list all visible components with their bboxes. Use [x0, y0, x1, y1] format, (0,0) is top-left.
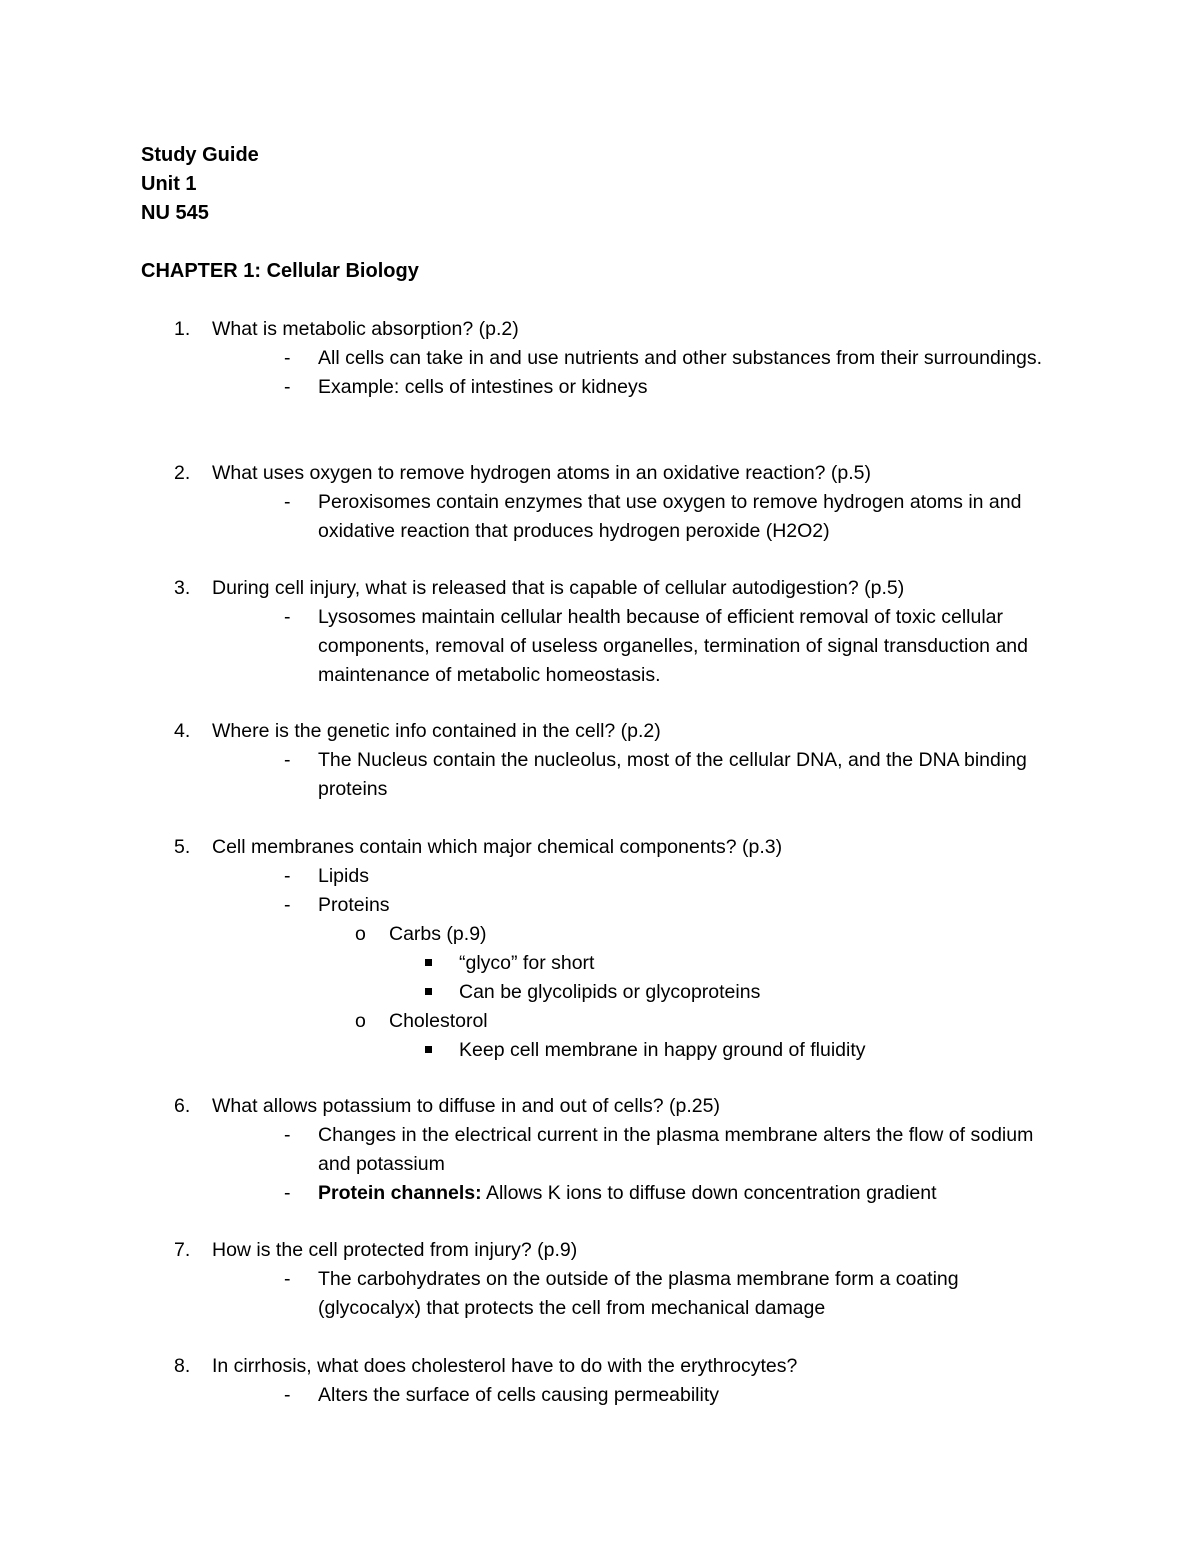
document-title: Study Guide — [141, 144, 259, 166]
answer-bold-term: Protein channels: — [318, 1182, 482, 1204]
question-number: 4. — [174, 720, 191, 742]
sub-sub-item-text: Keep cell membrane in happy ground of fluidity — [459, 1039, 866, 1061]
dash-bullet: - — [284, 491, 291, 513]
question-text: What uses oxygen to remove hydrogen atoms in an oxidative reaction? (p.5) — [212, 462, 872, 484]
answer-text: Proteins — [318, 894, 390, 916]
question-5 — [0, 833, 1200, 1065]
answer-item — [0, 603, 1200, 690]
unit-label: Unit 1 — [141, 173, 197, 195]
question-text: In cirrhosis, what does cholesterol have to do with the erythrocytes? — [212, 1355, 798, 1377]
question-7 — [0, 1236, 1200, 1323]
answer-item — [0, 1381, 1200, 1410]
circle-bullet: o — [355, 1010, 366, 1032]
question-3 — [0, 574, 1200, 690]
answer-rest: Allows K ions to diffuse down concentration gradient — [481, 1182, 937, 1204]
dash-bullet: - — [284, 894, 291, 916]
question-text: How is the cell protected from injury? (p.9) — [212, 1239, 578, 1261]
circle-bullet: o — [355, 923, 366, 945]
sub-sub-item-text: “glyco” for short — [459, 952, 595, 974]
sub-sub-item — [0, 978, 1200, 1007]
question-number: 1. — [174, 318, 191, 340]
answer-text: Lysosomes maintain cellular health because of efficient removal of toxic cellular components, removal of useless organelles, termination of signal transduction and maintenance of metabolic homeostasis. — [318, 606, 1028, 686]
question-text: Where is the genetic info contained in the cell? (p.2) — [212, 720, 661, 742]
answer-item — [0, 746, 1200, 804]
answer-item — [0, 488, 1200, 546]
question-text: Cell membranes contain which major chemical components? (p.3) — [212, 836, 783, 858]
answer-text: The Nucleus contain the nucleolus, most of the cellular DNA, and the DNA binding proteins — [318, 749, 1027, 800]
question-number: 5. — [174, 836, 191, 858]
square-bullet-icon — [425, 1046, 432, 1053]
answer-item — [0, 344, 1200, 373]
answer-text: Example: cells of intestines or kidneys — [318, 376, 648, 398]
sub-item — [0, 920, 1200, 949]
dash-bullet: - — [284, 1124, 291, 1146]
answer-item — [0, 891, 1200, 920]
answer-text: All cells can take in and use nutrients and other substances from their surroundings. — [318, 347, 1043, 369]
sub-sub-item — [0, 1036, 1200, 1065]
question-8 — [0, 1352, 1200, 1410]
dash-bullet: - — [284, 1182, 291, 1204]
answer-text: The carbohydrates on the outside of the plasma membrane form a coating (glycocalyx) that protects the cell from mechanical damage — [318, 1268, 959, 1319]
answer-item — [0, 373, 1200, 402]
question-2 — [0, 459, 1200, 546]
chapter-heading: CHAPTER 1: Cellular Biology — [141, 260, 419, 282]
question-text: During cell injury, what is released that is capable of cellular autodigestion? (p.5) — [212, 577, 905, 599]
dash-bullet: - — [284, 749, 291, 771]
square-bullet-icon — [425, 988, 432, 995]
question-number: 8. — [174, 1355, 191, 1377]
question-4 — [0, 717, 1200, 804]
answer-text — [318, 1179, 1058, 1208]
answer-text: Peroxisomes contain enzymes that use oxygen to remove hydrogen atoms in and oxidative reaction that produces hydrogen peroxide (H2O2) — [318, 491, 1022, 542]
question-text: What is metabolic absorption? (p.2) — [212, 318, 519, 340]
sub-item-text: Carbs (p.9) — [389, 923, 487, 945]
sub-item-text: Cholestorol — [389, 1010, 488, 1032]
course-code: NU 545 — [141, 202, 209, 224]
question-text: What allows potassium to diffuse in and out of cells? (p.25) — [212, 1095, 720, 1117]
dash-bullet: - — [284, 1268, 291, 1290]
dash-bullet: - — [284, 606, 291, 628]
answer-item — [0, 1121, 1200, 1179]
answer-item — [0, 862, 1200, 891]
question-number: 6. — [174, 1095, 191, 1117]
dash-bullet: - — [284, 1384, 291, 1406]
answer-text: Changes in the electrical current in the plasma membrane alters the flow of sodium and potassium — [318, 1124, 1034, 1175]
sub-item — [0, 1007, 1200, 1036]
answer-item — [0, 1265, 1200, 1323]
document-header — [141, 141, 259, 228]
question-number: 3. — [174, 577, 191, 599]
dash-bullet: - — [284, 347, 291, 369]
sub-sub-item-text: Can be glycolipids or glycoproteins — [459, 981, 761, 1003]
question-number: 7. — [174, 1239, 191, 1261]
square-bullet-icon — [425, 959, 432, 966]
sub-sub-item — [0, 949, 1200, 978]
answer-item — [0, 1179, 1200, 1208]
question-6 — [0, 1092, 1200, 1208]
dash-bullet: - — [284, 865, 291, 887]
answer-text: Lipids — [318, 865, 369, 887]
question-1 — [0, 315, 1200, 402]
question-number: 2. — [174, 462, 191, 484]
dash-bullet: - — [284, 376, 291, 398]
answer-text: Alters the surface of cells causing permeability — [318, 1384, 720, 1406]
